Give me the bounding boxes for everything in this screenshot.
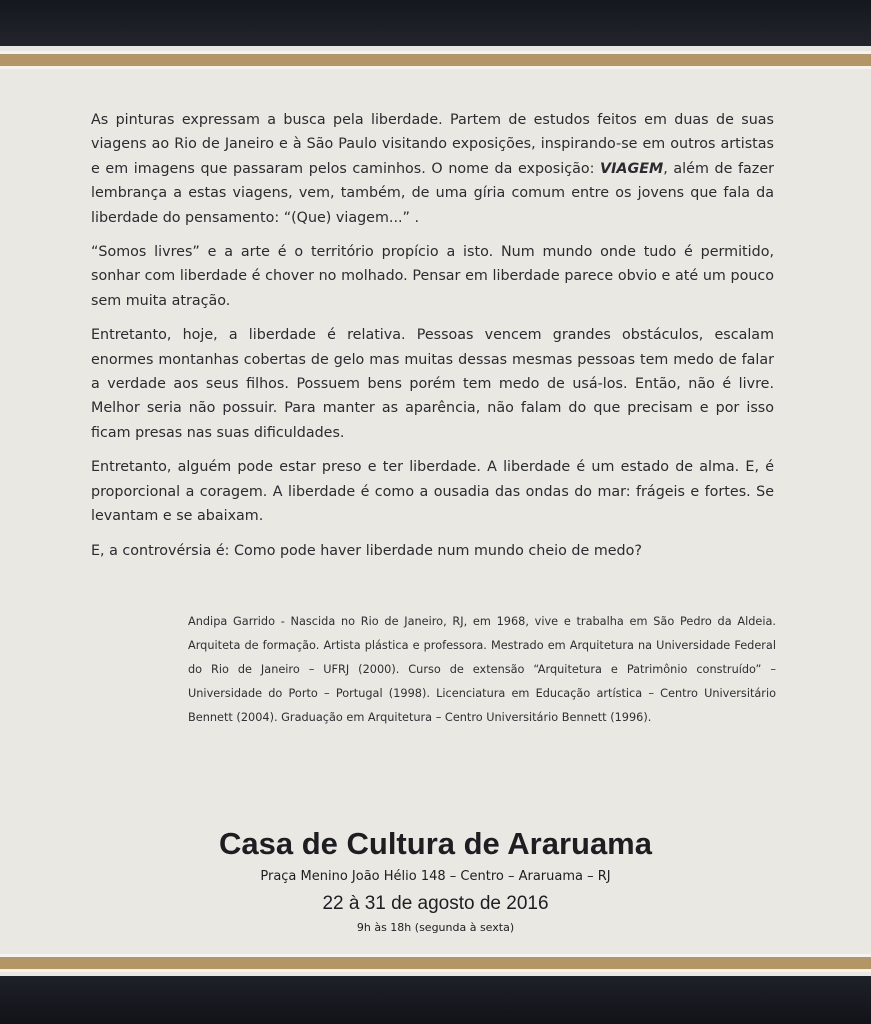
background-bottom [0,976,871,1024]
exhibition-dates: 22 à 31 de agosto de 2016 [322,893,549,914]
decorative-band-top [0,54,871,66]
exhibition-title: VIAGEM [600,160,664,177]
paragraph-2: “Somos livres” e a arte é o território propício a isto. Num mundo onde tudo é permitido, sonhar com liberdade é chover no molhado. Pensar em liberdade parece obvio e até um pouco sem muita atração. [91,244,774,309]
background-top [0,0,871,46]
paragraph-5: E, a controvérsia é: Como pode haver liberdade num mundo cheio de medo? [91,542,642,559]
opening-hours: 9h às 18h (segunda à sexta) [356,921,515,934]
venue-footer [0,823,871,937]
paragraph-4: Entretanto, alguém pode estar preso e ter liberdade. A liberdade é um estado de alma. E, é proporcional a coragem. A liberdade é como a ousadia das ondas do mar: frágeis e fortes. Se levantam e se abaixam. [91,459,774,525]
venue-address: Praça Menino João Hélio 148 – Centro – Araruama – RJ [260,869,611,884]
paragraph-1 [91,108,774,230]
paragraph-3: Entretanto, hoje, a liberdade é relativa. Pessoas vencem grandes obstáculos, escalam enormes montanhas cobertas de gelo mas muitas dessas mesmas pessoas tem medo de falar a verdade aos seus filhos. Possuem bens porém tem medo de usá-los. Então, não é livre. Melhor seria não possuir. Para manter as aparência, não falam do que precisam e por isso ficam presas nas suas dificuldades. [91,327,774,441]
paragraph-1-start: As pinturas expressam a busca pela liberdade. Partem de estudos feitos em duas de suas viagens ao Rio de Janeiro e à São Paulo visitando exposições, inspirando-se em outros artistas e em imagens que passaram pelos caminhos. O nome da exposição: [91,112,774,177]
band-edge-top [0,51,871,54]
paragraph-1-end: , além de fazer lembrança a estas viagens, vem, também, de uma gíria comum entre os jovens que fala da liberdade do pensamento: “(Que) viagem...” . [91,160,774,226]
artist-bio: Andipa Garrido - Nascida no Rio de Janeiro, RJ, em 1968, vive e trabalha em São Pedro da Aldeia. Arquiteta de formação. Artista plástica e professora. Mestrado em Arquitetura na Universidade Federal do Rio de Janeiro – UFRJ (2000). Curso de extensão “Arquitetura e Patrimônio construído” – Universidade do Porto – Portugal (1998). Licenciatura em Educação artística – Centro Universitário Bennett (2004). Graduação em Arquitetura – Centro Universitário Bennett (1996). [188,615,776,724]
venue-name: Casa de Cultura de Araruama [218,826,652,861]
decorative-band-bottom [0,957,871,969]
band-edge-bottom [0,969,871,972]
band-edge-top-inner [0,66,871,69]
exhibition-text [91,108,774,573]
